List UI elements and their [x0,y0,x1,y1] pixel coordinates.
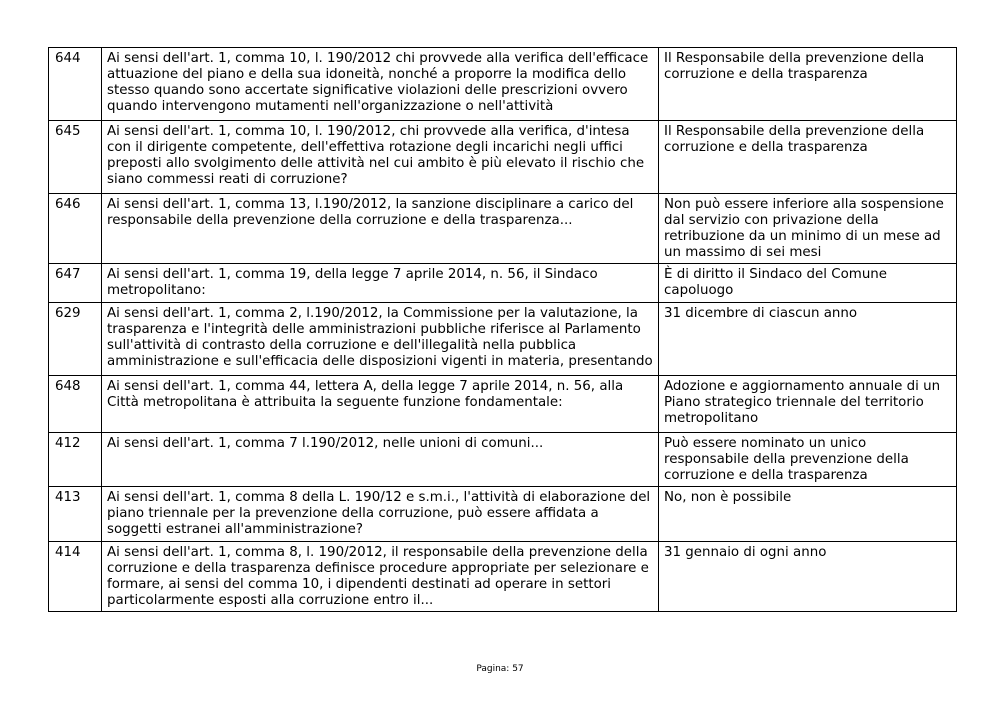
table-row [49,433,957,487]
table-row [49,303,957,376]
question-number: 647 [49,264,102,303]
question-text [102,121,659,194]
table-row [49,48,957,121]
question-text-content: Ai sensi dell'art. 1, comma 10, l. 190/2012 chi provvede alla verifica dell'efficace attuazione del piano e della sua idoneità, nonché a proporre la modifica dello stesso quando sono accertate significative violazioni delle prescrizioni ovvero quando intervengono mutamenti nell'organizzazione o nell'attività [107,51,649,114]
question-number: 629 [49,303,102,376]
question-text: Ai sensi dell'art. 1, comma 7 l.190/2012, nelle unioni di comuni... [102,433,659,487]
table-row [49,194,957,264]
question-number: 414 [49,542,102,612]
question-number: 413 [49,487,102,542]
answer-text: Il Responsabile della prevenzione della corruzione e della trasparenza [659,48,957,121]
question-number: 412 [49,433,102,487]
question-text [102,303,659,376]
question-text-content: Ai sensi dell'art. 1, comma 10, l. 190/2012, chi provvede alla verifica, d'intesa con il dirigente competente, dell'effettiva rotazione degli incarichi negli uffici preposti allo svolgimento delle attività nel cui ambito è più elevato il rischio che siano commessi reati di corruzione? [107,124,645,187]
question-number: 648 [49,376,102,433]
table-row [49,376,957,433]
answer-text: 31 dicembre di ciascun anno [659,303,957,376]
answer-text: Il Responsabile della prevenzione della corruzione e della trasparenza [659,121,957,194]
question-text-content: Ai sensi dell'art. 1, comma 2, l.190/2012, la Commissione per la valutazione, la trasparenza e l'integrità delle amministrazioni pubbliche riferisce al Parlamento sull'attività di contrasto della corruzione e dell'illegalità nella pubblica amministrazione e sull'efficacia delle disposizioni vigenti in materia, presentando [107,306,653,369]
question-number: 644 [49,48,102,121]
answer-text: Non può essere inferiore alla sospensione dal servizio con privazione della retribuzione da un minimo di un mese ad un massimo di sei mesi [659,194,957,264]
question-text: Ai sensi dell'art. 1, comma 19, della legge 7 aprile 2014, n. 56, il Sindaco metropolitano: [102,264,659,303]
answer-text: Adozione e aggiornamento annuale di un Piano strategico triennale del territorio metropolitano [659,376,957,433]
question-text [102,542,659,612]
question-text [102,48,659,121]
questions-table [48,47,957,612]
question-text: Ai sensi dell'art. 1, comma 13, l.190/2012, la sanzione disciplinare a carico del responsabile della prevenzione della corruzione e della trasparenza... [102,194,659,264]
question-number: 645 [49,121,102,194]
question-number: 646 [49,194,102,264]
page-number: Pagina: 57 [476,664,524,674]
table-row [49,487,957,542]
question-text: Ai sensi dell'art. 1, comma 44, lettera A, della legge 7 aprile 2014, n. 56, alla Città metropolitana è attribuita la seguente funzione fondamentale: [102,376,659,433]
table-row [49,264,957,303]
answer-text: No, non è possibile [659,487,957,542]
answer-text: Può essere nominato un unico responsabile della prevenzione della corruzione e della trasparenza [659,433,957,487]
question-text: Ai sensi dell'art. 1, comma 8 della L. 190/12 e s.m.i., l'attività di elaborazione del piano triennale per la prevenzione della corruzione, può essere affidata a soggetti estranei all'amministrazione? [102,487,659,542]
table-row [49,542,957,612]
answer-text: È di diritto il Sindaco del Comune capoluogo [659,264,957,303]
table-row [49,121,957,194]
answer-text: 31 gennaio di ogni anno [659,542,957,612]
question-text-content: Ai sensi dell'art. 1, comma 8, l. 190/2012, il responsabile della prevenzione della corruzione e della trasparenza definisce procedure appropriate per selezionare e formare, ai sensi del comma 10, i dipendenti destinati ad operare in settori particolarmente esposti alla corruzione entro il... [107,545,649,608]
